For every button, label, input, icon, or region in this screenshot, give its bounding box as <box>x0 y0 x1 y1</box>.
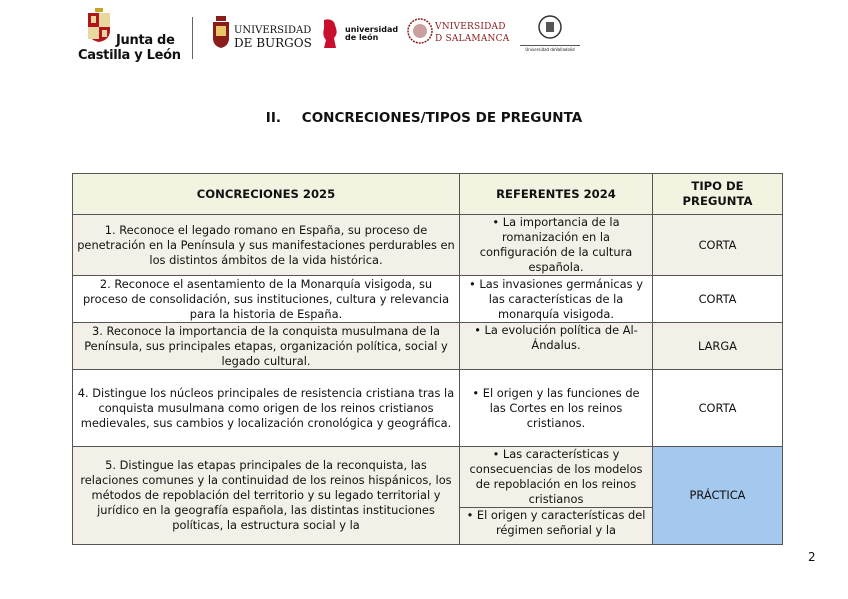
concrecion-cell: 4. Distingue los núcleos principales de resistencia cristiana tras la conquista musulmana como origen de los reinos cristianos medievales, sus cambios y localización cronológica y geográfica. <box>73 370 460 447</box>
referente-cell: • La importancia de la romanización en la configuración de la cultura española. <box>460 215 653 276</box>
universidad-burgos-logo <box>212 16 312 52</box>
header-concreciones: CONCRECIONES 2025 <box>73 174 460 215</box>
referente-cell: • Las características y consecuencias de los modelos de repoblación en los reinos cristianos <box>460 447 653 508</box>
valladolid-text: Universidad deValladolid <box>520 45 580 52</box>
burgos-text-line2: DE BURGOS <box>234 36 312 50</box>
concrecion-text: 5. Distingue las etapas principales de la reconquista, las relaciones comunes y la continuidad de los reinos hispánicos, los métodos de repoblación del territorio y su legado territorial y jurídico en la geografía española, las distintas instituciones políticas, la estructura social y la <box>80 458 452 532</box>
tipo-cell: CORTA <box>653 215 783 276</box>
tipo-cell: LARGA <box>653 323 783 370</box>
tipo-cell: CORTA <box>653 370 783 447</box>
leon-lion-icon <box>320 18 340 50</box>
page-number: 2 <box>808 550 816 564</box>
section-title: CONCRECIONES/TIPOS DE PREGUNTA <box>301 110 583 126</box>
concrecion-cell: 2. Reconoce el asentamiento de la Monarquía visigoda, su proceso de consolidación, sus instituciones, cultura y relevancia para la historia de España. <box>73 276 460 323</box>
table-row <box>73 447 783 508</box>
header-tipo-pregunta: TIPO DE PREGUNTA <box>653 174 783 215</box>
concrecion-cell: 1. Reconoce el legado romano en España, su proceso de penetración en la Península y sus manifestaciones perdurables en los distintos ámbitos de la vida histórica. <box>73 215 460 276</box>
universidad-salamanca-logo <box>407 16 510 50</box>
header-referentes: REFERENTES 2024 <box>460 174 653 215</box>
header-logos <box>0 0 848 70</box>
salamanca-text-line2: D SALAMANCA <box>435 34 510 44</box>
leon-text: universidad de león <box>345 25 399 42</box>
concrecion-cell <box>73 447 460 545</box>
table-row <box>73 370 783 447</box>
burgos-shield-icon <box>212 16 230 48</box>
universidad-valladolid-logo <box>520 14 580 54</box>
concreciones-table <box>72 173 783 545</box>
referente-cell: • El origen y las funciones de las Cortes en los reinos cristianos. <box>460 370 653 447</box>
referente-cell: • La evolución política de Al-Ándalus. <box>460 323 653 370</box>
concrecion-clip <box>76 447 456 544</box>
section-number: II. <box>265 110 281 126</box>
jcyl-shield-icon <box>86 8 112 42</box>
junta-castilla-leon-logo <box>78 6 188 64</box>
burgos-text-line1: UNIVERSIDAD <box>234 25 312 36</box>
referente-cell: • El origen y características del régimen señorial y la <box>460 508 653 545</box>
table-header-row <box>73 174 783 215</box>
jcyl-text-line2: Castilla y León <box>78 48 181 63</box>
referente-cell: • Las invasiones germánicas y las características de la monarquía visigoda. <box>460 276 653 323</box>
universidad-leon-logo <box>320 18 399 50</box>
table-row <box>73 215 783 276</box>
table-row <box>73 323 783 370</box>
tipo-cell: CORTA <box>653 276 783 323</box>
section-heading <box>0 110 848 126</box>
logo-divider <box>192 17 193 59</box>
table-row <box>73 276 783 323</box>
concrecion-cell: 3. Reconoce la importancia de la conquista musulmana de la Península, sus principales etapas, organización política, social y legado cultural. <box>73 323 460 370</box>
jcyl-text-line1: Junta de <box>116 33 175 48</box>
salamanca-seal-icon <box>407 18 433 44</box>
tipo-cell-practica: PRÁCTICA <box>653 447 783 545</box>
valladolid-seal-icon <box>538 14 562 40</box>
salamanca-text-line1: VNIVERSIDAD <box>435 22 506 32</box>
